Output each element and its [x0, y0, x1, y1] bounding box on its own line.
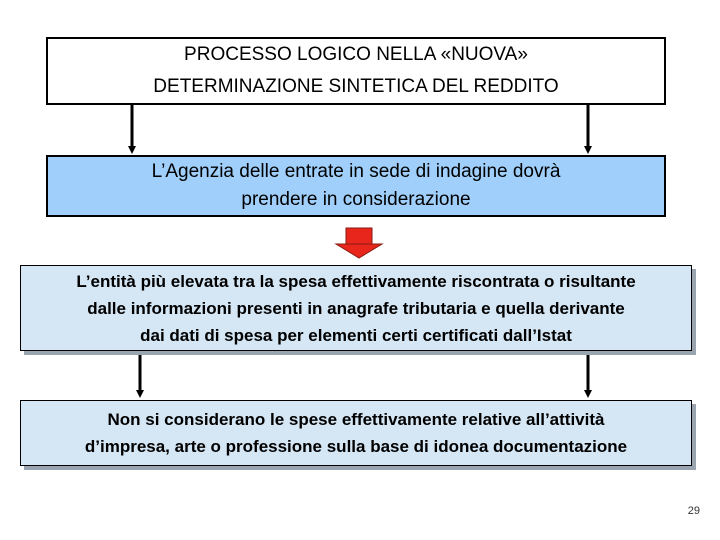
agency-line: L’Agenzia delle entrate in sede di indagine dovrà — [151, 161, 561, 182]
process-title-box — [46, 37, 666, 105]
entity-box — [20, 265, 692, 351]
entity-line: dalle informazioni presenti in anagrafe tributaria e quella derivante — [87, 298, 625, 318]
page-number: 29 — [687, 505, 700, 517]
exclusion-line: Non si considerano le spese effettivamente relative all’attività — [107, 410, 605, 429]
exclusion-box — [20, 400, 692, 466]
agency-line: prendere in considerazione — [241, 189, 471, 210]
process-title-line: DETERMINAZIONE SINTETICA DEL REDDITO — [153, 76, 559, 97]
process-title-line: PROCESSO LOGICO NELLA «NUOVA» — [184, 44, 528, 65]
down-block-arrow-icon — [336, 228, 382, 258]
entity-line: dai dati di spesa per elementi certi certificati dall’Istat — [140, 325, 572, 345]
exclusion-line: d’impresa, arte o professione sulla base di idonea documentazione — [84, 437, 628, 456]
agency-box — [46, 155, 666, 217]
entity-line: L’entità più elevata tra la spesa effettivamente riscontrata o risultante — [76, 271, 636, 291]
